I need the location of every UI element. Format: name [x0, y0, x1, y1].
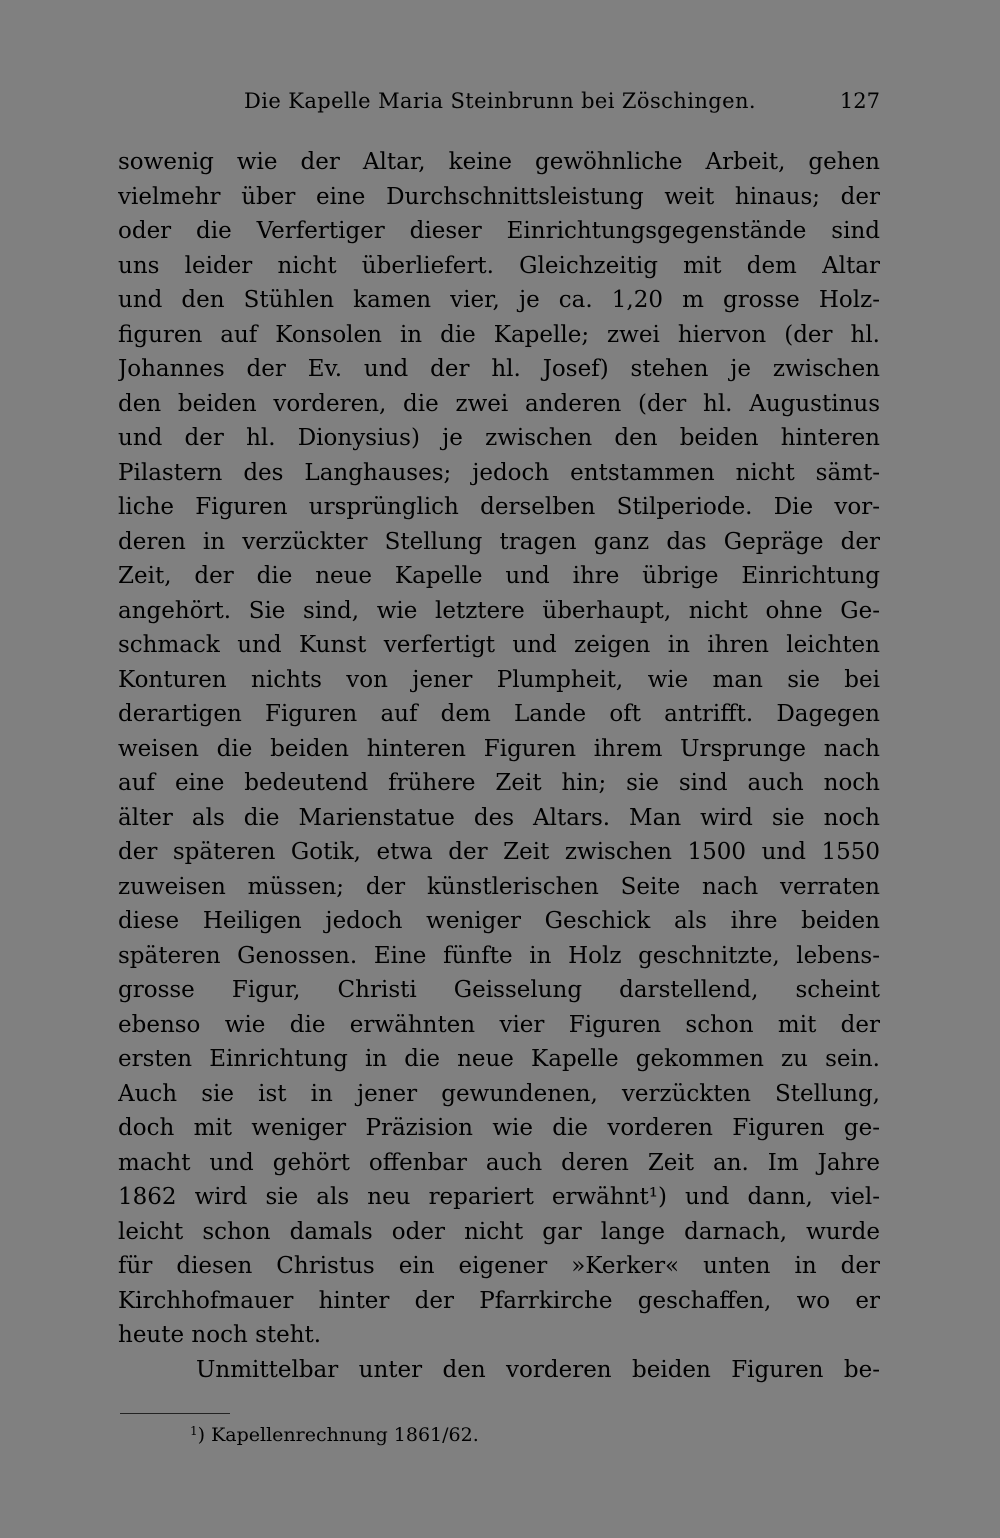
text-line: späteren Genossen. Eine fünfte in Holz geschnitzte, lebens- [118, 942, 880, 969]
text-line: uns leider nicht überliefert. Gleichzeitig mit dem Altar [118, 252, 880, 279]
text-line: Johannes der Ev. und der hl. Josef) stehen je zwischen [118, 356, 880, 382]
footnote [190, 1416, 479, 1450]
footnote-marker: 1 [190, 1424, 198, 1438]
text-line: liche Figuren ursprünglich derselben Stilperiode. Die vor- [118, 494, 880, 520]
footnote-rule [120, 1413, 230, 1414]
text-line: Auch sie ist in jener gewundenen, verzückten Stellung, [118, 1080, 880, 1107]
body-text [118, 145, 880, 1387]
text-line: derartigen Figuren auf dem Lande oft antrifft. Dagegen [118, 701, 880, 727]
text-line: und der hl. Dionysius) je zwischen den beiden hinteren [118, 425, 880, 451]
text-line: doch mit weniger Präzision wie die vorderen Figuren ge- [118, 1115, 880, 1141]
text-line: und den Stühlen kamen vier, je ca. 1,20 m grosse Holz- [118, 287, 880, 313]
text-line: deren in verzückter Stellung tragen ganz das Gepräge der [118, 528, 880, 555]
text-line: auf eine bedeutend frühere Zeit hin; sie sind auch noch [118, 770, 880, 796]
text-line: weisen die beiden hinteren Figuren ihrem Ursprunge nach [118, 735, 880, 762]
running-head [118, 86, 880, 116]
text-line: der späteren Gotik, etwa der Zeit zwischen 1500 und 1550 [118, 839, 880, 865]
footnote-text: ) Kapellenrechnung 1861/62. [197, 1424, 479, 1446]
text-line: angehört. Sie sind, wie letztere überhaupt, nicht ohne Ge- [118, 597, 880, 624]
text-line: den beiden vorderen, die zwei anderen (der hl. Augustinus [118, 390, 880, 417]
page-number: 127 [839, 89, 880, 113]
text-line: leicht schon damals oder nicht gar lange darnach, wurde [118, 1218, 880, 1245]
text-line: für diesen Christus ein eigener »Kerker« unten in der [118, 1253, 880, 1279]
text-line: vielmehr über eine Durchschnittsleistung weit hinaus; der [118, 183, 880, 210]
text-line: sowenig wie der Altar, keine gewöhnliche Arbeit, gehen [118, 149, 880, 175]
text-line: 1862 wird sie als neu repariert erwähnt¹) und dann, viel- [118, 1184, 880, 1210]
text-line: Pilastern des Langhauses; jedoch entstammen nicht sämt- [118, 459, 880, 486]
text-line: zuweisen müssen; der künstlerischen Seite nach verraten [118, 873, 880, 900]
text-line: älter als die Marienstatue des Altars. Man wird sie noch [118, 804, 880, 831]
running-title: Die Kapelle Maria Steinbrunn bei Zöschingen. [244, 89, 756, 113]
text-line: Zeit, der die neue Kapelle und ihre übrige Einrichtung [118, 563, 880, 589]
text-line: Kirchhofmauer hinter der Pfarrkirche geschaffen, wo er [118, 1287, 880, 1314]
text-line: figuren auf Konsolen in die Kapelle; zwei hiervon (der hl. [118, 321, 880, 348]
text-line: grosse Figur, Christi Geisselung darstellend, scheint [118, 977, 880, 1003]
text-line: heute noch steht. [118, 1322, 322, 1348]
text-line: Unmittelbar unter den vorderen beiden Figuren be- [196, 1356, 880, 1383]
text-line: Konturen nichts von jener Plumpheit, wie man sie bei [118, 666, 880, 693]
text-line: schmack und Kunst verfertigt und zeigen in ihren leichten [118, 632, 880, 658]
text-line: diese Heiligen jedoch weniger Geschick als ihre beiden [118, 908, 880, 934]
text-line: ersten Einrichtung in die neue Kapelle gekommen zu sein. [118, 1046, 880, 1072]
text-line: oder die Verfertiger dieser Einrichtungsgegenstände sind [118, 218, 880, 244]
text-line: macht und gehört offenbar auch deren Zeit an. Im Jahre [118, 1149, 880, 1176]
text-line: ebenso wie die erwähnten vier Figuren schon mit der [118, 1011, 880, 1038]
